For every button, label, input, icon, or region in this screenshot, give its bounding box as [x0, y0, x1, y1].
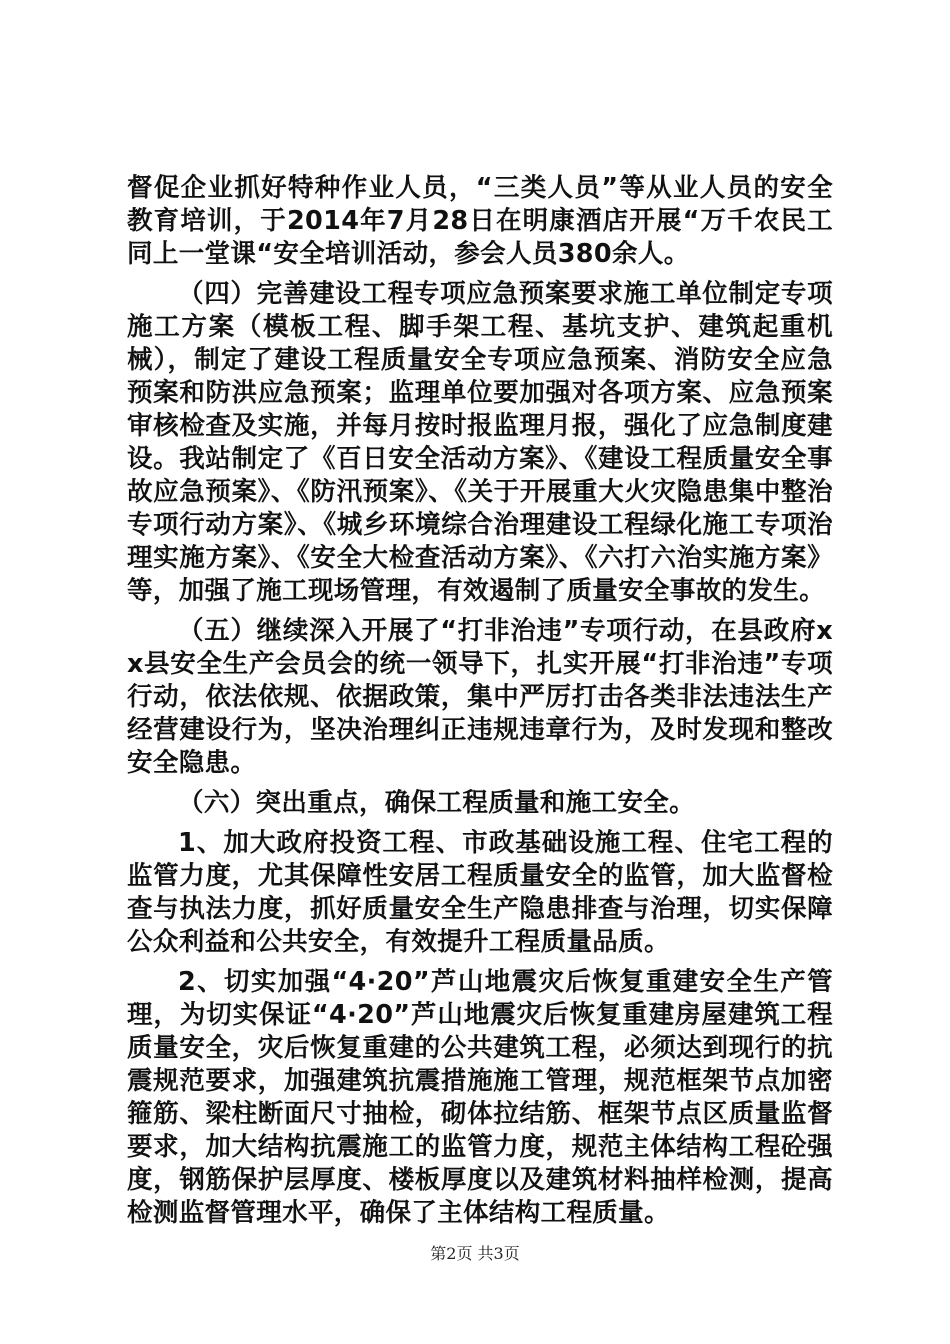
document-body — [127, 172, 833, 1237]
page-footer: 第2页 共3页 — [430, 1244, 520, 1263]
paragraph-section-6-heading: （六）突出重点，确保工程质量和施工安全。 — [178, 788, 696, 818]
paragraph-section-5: （五）继续深入开展了“打非治违”专项行动，在县政府xx县安全生产会员会的统一领导下，扎实开展“打非治违”专项行动，依法依规、依据政策，集中严厉打击各类非法违法生产经营建设行为，坚决治理纠正违规违章行为，及时发现和整改安全隐患。 — [127, 616, 833, 778]
paragraph-item-2: 2、切实加强“4·20”芦山地震灾后恢复重建安全生产管理，为切实保证“4·20”芦山地震灾后恢复重建房屋建筑工程质量安全，灾后恢复重建的公共建筑工程，必须达到现行的抗震规范要求，加强建筑抗震措施施工管理，规范框架节点加密箍筋、梁柱断面尺寸抽检，砌体拉结筋、框架节点区质量监督要求，加大结构抗震施工的监管力度，规范主体结构工程砼强度，钢筋保护层厚度、楼板厚度以及建筑材料抽样检测，提高检测监督管理水平，确保了主体结构工程质量。 — [127, 967, 833, 1228]
paragraph-continuation: 督促企业抓好特种作业人员，“三类人员”等从业人员的安全教育培训，于2014年7月28日在明康酒店开展“万千农民工同上一堂课“安全培训活动，参会人员380余人。 — [127, 173, 833, 269]
paragraph-section-4: （四）完善建设工程专项应急预案要求施工单位制定专项施工方案（模板工程、脚手架工程、基坑支护、建筑起重机械），制定了建设工程质量安全专项应急预案、消防安全应急预案和防洪应急预案；监理单位要加强对各项方案、应急预案审核检查及实施，并每月按时报监理月报，强化了应急制度建设。我站制定了《百日安全活动方案》、《建设工程质量安全事故应急预案》、《防汛预案》、《关于开展重大火灾隐患集中整治专项行动方案》、《城乡环境综合治理建设工程绿化施工专项治理实施方案》、《安全大检查活动方案》、《六打六治实施方案》等，加强了施工现场管理，有效遏制了质量安全事故的发生。 — [127, 279, 833, 606]
paragraph-item-1: 1、加大政府投资工程、市政基础设施工程、住宅工程的监管力度，尤其保障性安居工程质量安全的监管，加大监督检查与执法力度，抓好质量安全生产隐患排查与治理，切实保障公众利益和公共安全，有效提升工程质量品质。 — [127, 828, 833, 957]
